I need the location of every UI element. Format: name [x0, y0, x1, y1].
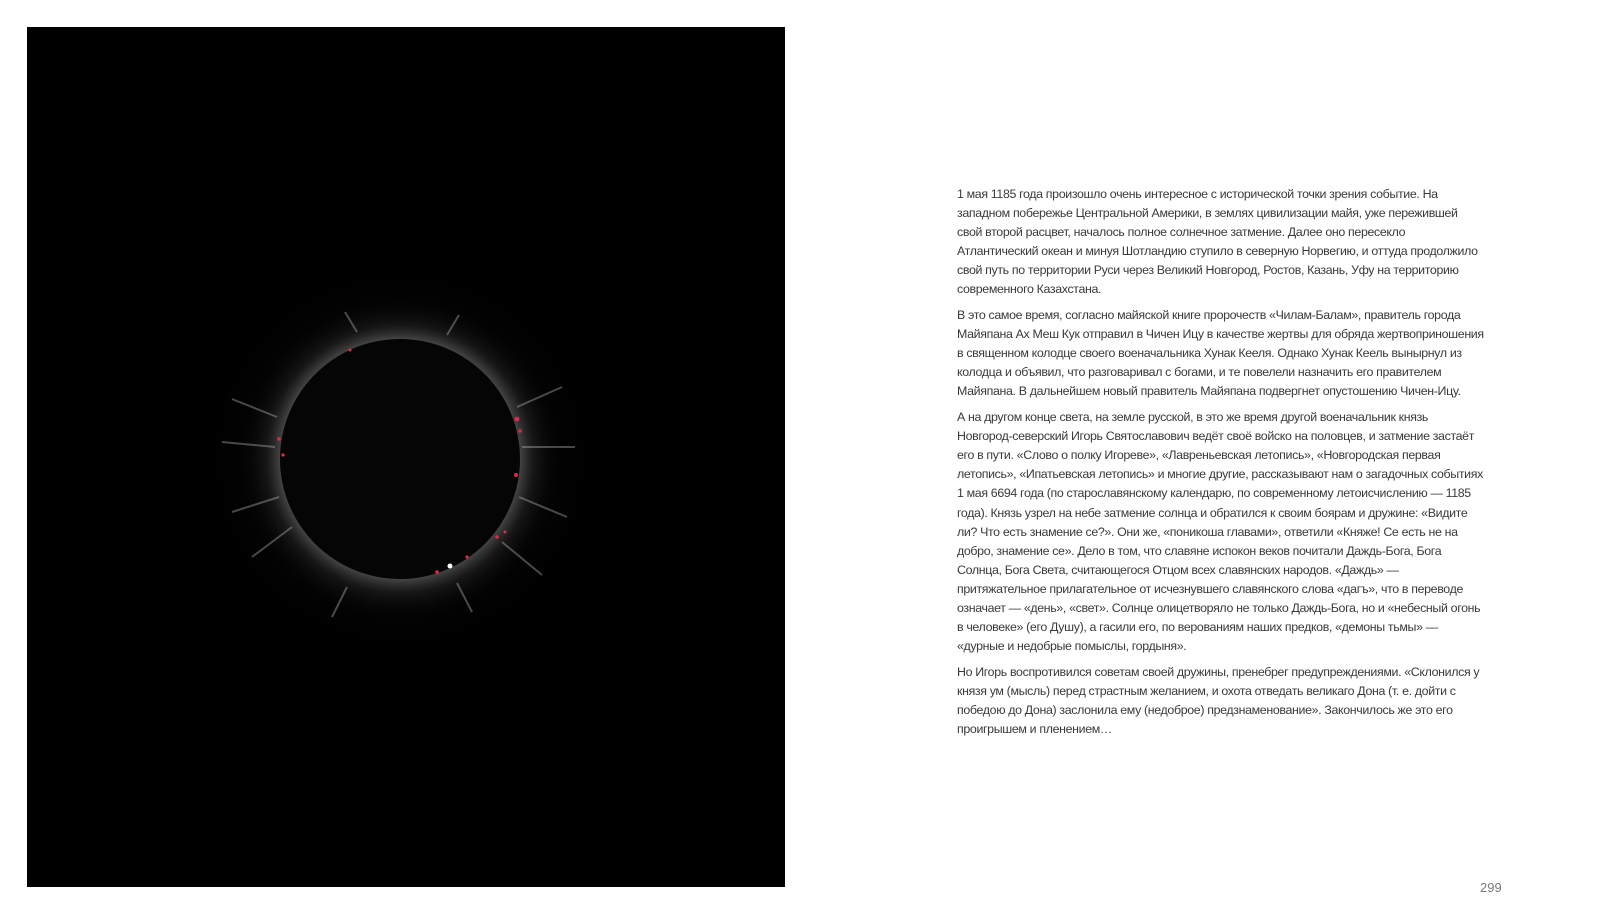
solar-eclipse-photo — [27, 27, 785, 887]
page-number: 299 — [1480, 880, 1502, 895]
bright-spot — [448, 564, 453, 569]
eclipse-image — [27, 27, 785, 887]
paragraph-1: 1 мая 1185 года произошло очень интересное с исторической точки зрения событие. На западном побережье Центральной Америки, в землях цивилизации майя, уже пережившей свой второй расцвет, началось полное солнечное затмение. Далее оно пересекло Атлантический океан и минуя Шотландию ступило в северную Норвегию, и оттуда продолжило свой путь по территории Руси через Великий Новгород, Ростов, Казань, Уфу на территорию современного Казахстана. — [957, 187, 1478, 297]
paragraph-4: Но Игорь воспротивился советам своей дружины, пренебрег предупреждениями. «Склонился у князя ум (мысль) перед страстным желанием, и охота отведать великаго Дона (т. е. дойти с победою до Дона) заслонила ему (недоброе) предзнаменование». Закончилось же это его проигрышем и пленением… — [957, 664, 1480, 737]
moon-disc — [280, 339, 520, 579]
paragraph-3: А на другом конце света, на земле русской, в это же время другой военачальник князь Новгород-северский Игорь Святославович ведёт своё войско на половцев, и затмение застаёт его в пути. «Слово о полку Игореве», «Лавреньевская летопись», «Новгородская первая летопись», «Ипатьевская летопись» и многие другие, рассказывают нам о загадочных событиях 1 мая 6694 года (по старославянскому календарю, по современному летоисчислению — 1185 года). Князь узрел на небе затмение солнца и обратился к своим боярам и дружине: «Видите ли? Что есть знамение се?». Они же, «поникоша главами», ответили «Княже! Се есть не на добро, знамение се». Дело в том, что славяне испокон веков почитали Даждь-Бога, Бога Солнца, Бога Света, считающегося Отцом всех славянских народов. «Даждь» — притяжательное прилагательное от исчезнувшего славянского слова «дагъ», что в переводе означает — «день», «свет». Солнце олицетворяло не только Даждь-Бога, но и «небесный огонь в человеке» (его Душу), а гасили его, по верованиям наших предков, «демоны тьмы» — «дурные и недобрые помыслы, гордыня». — [957, 410, 1483, 654]
article-text — [957, 185, 1485, 746]
paragraph-2: В это самое время, согласно майяской книге пророчеств «Чилам-Балам», правитель города Майяпана Ах Меш Кук отправил в Чичен Ицу в качестве жертвы для обряда жертвоприношения в священном колодце своего военачальника Хунак Кееля. Однако Хунак Кеель вынырнул из колодца и объявил, что разговаривал с богами, и те повелели назначить его правителем Майяпана. В дальнейшем новый правитель Майяпана подвергнет опустошению Чичен-Ицу. — [957, 308, 1484, 399]
